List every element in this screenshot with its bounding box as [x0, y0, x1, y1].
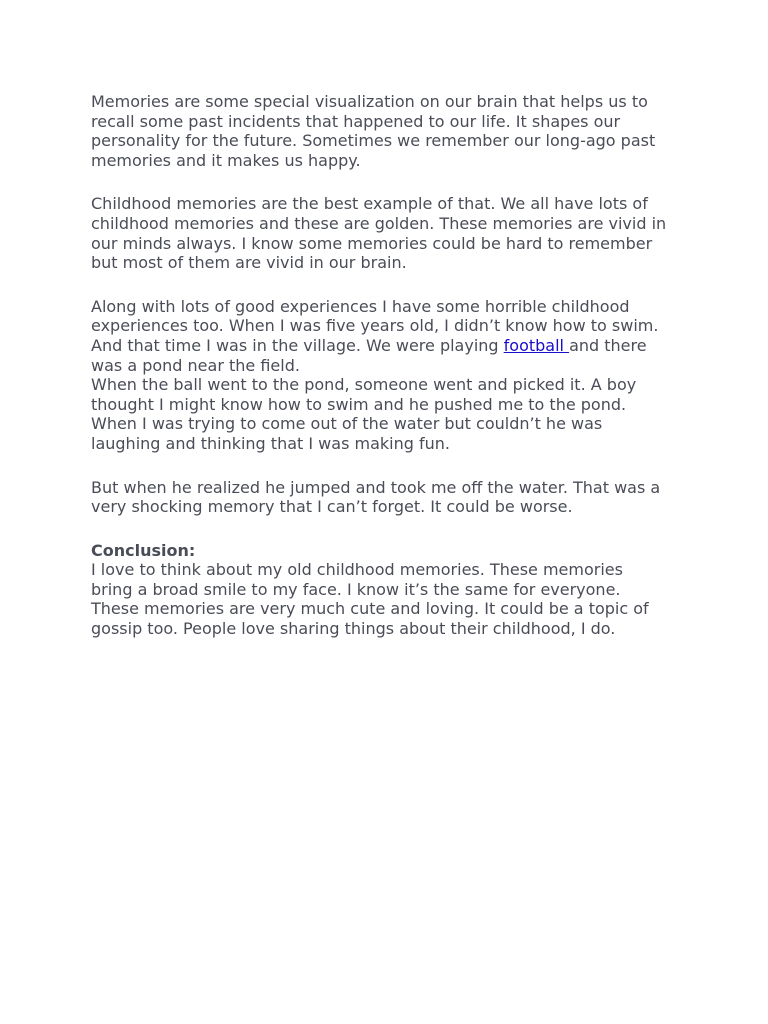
- text-segment: And that time I was in the village. We were playing: [91, 335, 504, 355]
- text-line: childhood memories and these are golden. These memories are vivid in: [91, 213, 667, 233]
- paragraph-intro: [91, 92, 682, 170]
- text-line: personality for the future. Sometimes we remember our long-ago past: [91, 131, 656, 151]
- conclusion-heading: Conclusion:: [91, 540, 196, 560]
- text-line: recall some past incidents that happened to our life. It shapes our: [91, 111, 621, 131]
- text-line: But when he realized he jumped and took me off the water. That was a: [91, 477, 661, 497]
- text-line: thought I might know how to swim and he pushed me to the pond.: [91, 394, 627, 414]
- paragraph-experience: [91, 297, 682, 454]
- text-line: experiences too. When I was five years old, I didn’t know how to swim.: [91, 316, 659, 336]
- text-line: Memories are some special visualization on our brain that helps us to: [91, 92, 648, 111]
- paragraph-childhood: [91, 194, 682, 272]
- text-line: bring a broad smile to my face. I know it’s the same for everyone.: [91, 579, 621, 599]
- text-line: laughing and thinking that I was making fun.: [91, 433, 450, 453]
- text-line: memories and it makes us happy.: [91, 150, 361, 170]
- text-line: When the ball went to the pond, someone went and picked it. A boy: [91, 375, 637, 395]
- text-line: [91, 336, 682, 356]
- text-line: but most of them are vivid in our brain.: [91, 253, 407, 273]
- text-segment: and there: [569, 335, 647, 355]
- text-line: gossip too. People love sharing things about their childhood, I do.: [91, 619, 616, 639]
- text-line: When I was trying to come out of the water but couldn’t he was: [91, 414, 603, 434]
- paragraph-conclusion: [91, 541, 682, 639]
- text-line: was a pond near the field.: [91, 355, 300, 375]
- text-line: Childhood memories are the best example of that. We all have lots of: [91, 194, 648, 214]
- text-line: our minds always. I know some memories could be hard to remember: [91, 233, 653, 253]
- football-link[interactable]: football: [503, 335, 570, 355]
- text-line: These memories are very much cute and loving. It could be a topic of: [91, 599, 649, 619]
- paragraph-realization: [91, 478, 682, 517]
- text-line: I love to think about my old childhood memories. These memories: [91, 560, 623, 580]
- text-line: very shocking memory that I can’t forget. It could be worse.: [91, 497, 573, 517]
- text-line: Along with lots of good experiences I have some horrible childhood: [91, 296, 630, 316]
